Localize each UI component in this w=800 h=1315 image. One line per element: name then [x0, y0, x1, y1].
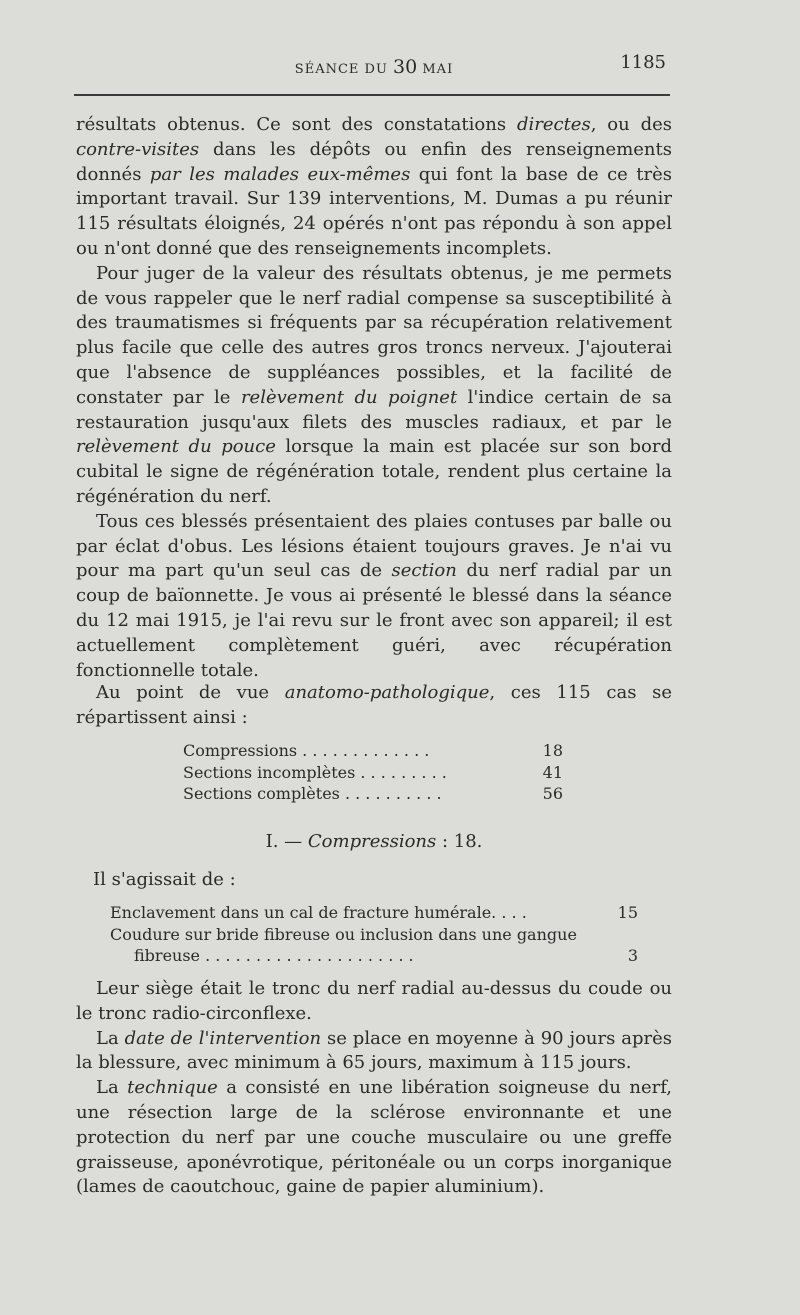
section-heading: I. — Compressions : 18. — [265, 831, 483, 852]
page-number: 1185 — [620, 52, 666, 73]
header-title: SÉANCE DU 30 MAI — [294, 56, 454, 78]
paragraph-anatomo: Au point de vue anatomo-pathologique, ces 115 cas se répartissent ainsi : — [76, 682, 672, 728]
paragraph-results: résultats obtenus. Ce sont des constatations directes, ou des contre-visites dans les dépôts ou enfin des renseignements donnés par les malades eux-mêmes qui font la base de ce très important travail. Sur 139 interventions, M. Dumas a pu réunir 115 résultats éloignés, 24 opérés n'ont pas répondu à son appel ou n'ont donné que des renseignements incomplets. — [76, 114, 672, 259]
table-row: Sections incomplètes . . . . . . . . . 41 — [183, 762, 563, 782]
text-block-anatomo — [76, 681, 672, 731]
text-block-bottom — [76, 977, 672, 1200]
table-row: Compressions . . . . . . . . . . . . . 18 — [183, 741, 563, 760]
table-row: fibreuse . . . . . . . . . . . . . . . . . . . . . 3 — [134, 946, 638, 965]
paragraph-radial-nerve: Pour juger de la valeur des résultats obtenus, je me permets de vous rappeler que le nerf radial compense sa susceptibilité à des traumatismes si fréquents par sa récupération relativement plus facile que celle des autres gros troncs nerveux. J'ajouterai que l'absence de suppléances possibles, et la facilité de constater par le relèvement du poignet l'indice certain de sa restauration jusqu'aux filets des muscles radiaux, et par le relèvement du pouce lorsque la main est placée sur son bord cubital le signe de régénération totale, rendent plus certaine la régénération du nerf. — [76, 262, 672, 507]
table-row: Sections complètes . . . . . . . . . . 56 — [183, 784, 563, 803]
compression-findings-table — [110, 902, 638, 967]
text-block-top — [76, 113, 672, 683]
paragraph-location: Leur siège était le tronc du nerf radial au-dessus du coude ou le tronc radio-circonflexe. — [76, 978, 672, 1024]
running-header — [76, 52, 672, 76]
paragraph-wounds: Tous ces blessés présentaient des plaies contuses par balle ou par éclat d'obus. Les lésions étaient toujours graves. Je n'ai vu pour ma part qu'un seul cas de section du nerf radial par un coup de baïonnette. Je vous ai présenté le blessé dans la séance du 12 mai 1915, je l'ai revu sur le front avec son appareil; il est actuellement complètement guéri, avec récupération fonctionnelle totale. — [76, 510, 672, 681]
table-row: Enclavement dans un cal de fracture humérale. . . . 15 — [110, 903, 638, 922]
header-rule — [74, 94, 670, 96]
paragraph-technique: La technique a consisté en une libération soigneuse du nerf, une résection large de la sclérose environnante et une protection du nerf par une couche musculaire ou une greffe graisseuse, aponévrotique, péritonéale ou un corps inorganique (lames de caoutchouc, gaine de papier aluminium). — [76, 1077, 672, 1198]
paragraph-date: La date de l'intervention se place en moyenne à 90 jours après la blessure, avec minimum à 65 jours, maximum à 115 jours. — [76, 1027, 673, 1074]
case-distribution-table — [183, 740, 563, 805]
intro-line: Il s'agissait de : — [93, 869, 236, 890]
table-row: Coudure sur bride fibreuse ou inclusion dans une gangue — [110, 924, 577, 944]
